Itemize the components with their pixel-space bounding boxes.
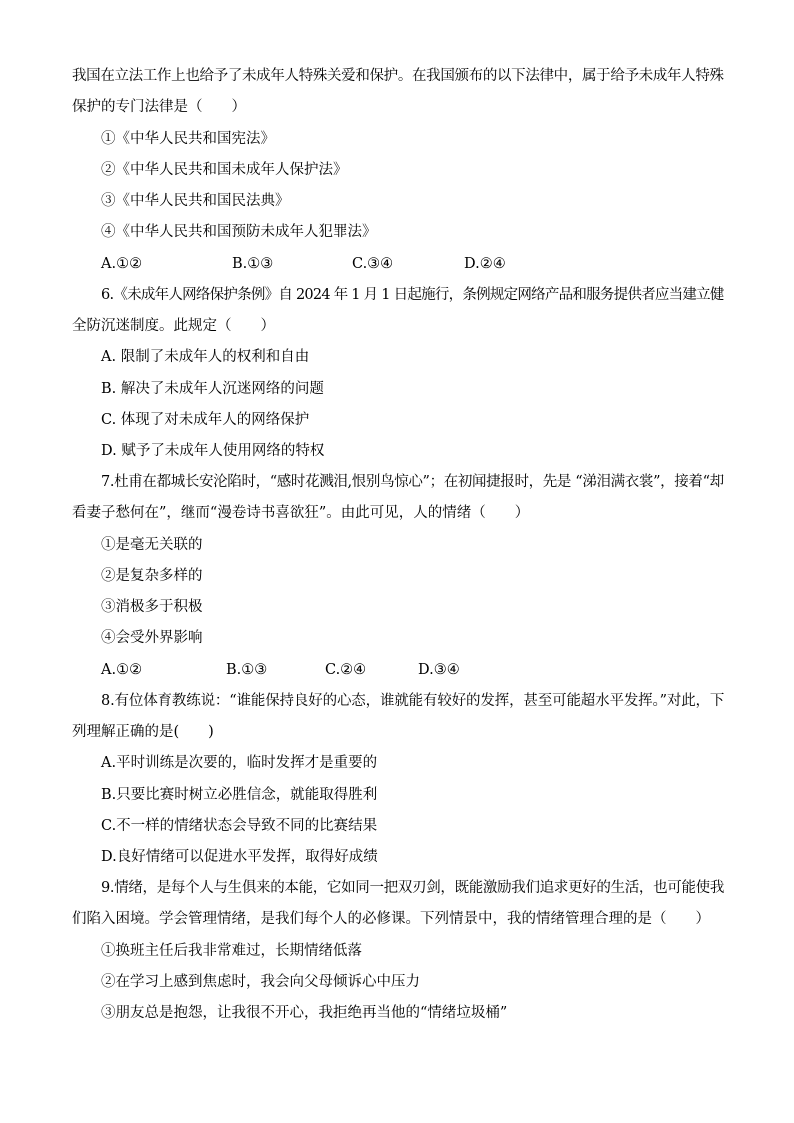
q7-stem-line2: 看妻子愁何在”，继而“漫卷诗书喜欲狂”。由此可见，人的情绪（ ） [72, 505, 530, 521]
q7-item-2: ②是复杂多样的 [101, 568, 203, 584]
q7-choice-a: A.①② [101, 662, 143, 678]
q7-choice-d: D.③④ [418, 662, 460, 678]
q8-stem-line2: 列理解正确的是( ) [72, 724, 214, 740]
q9-item-3: ③朋友总是抱怨，让我很不开心，我拒绝再当他的“情绪垃圾桶” [101, 1005, 508, 1021]
q7-stem-line1: 7.杜甫在都城长安沦陷时，“感时花溅泪,恨别鸟惊心”；在初闻捷报时，先是 “涕泪满衣裳”，接着“却 [101, 474, 724, 490]
q7-item-3: ③消极多于积极 [101, 599, 203, 615]
q5-item-2: ②《中华人民共和国未成年人保护法》 [101, 162, 348, 178]
q5-stem-line2: 保护的专门法律是（ ） [72, 99, 246, 115]
q8-option-d: D.良好情绪可以促进水平发挥，取得好成绩 [101, 849, 378, 865]
q6-stem-line1: 6.《未成年人网络保护条例》自 2024 年 1 月 1 日起施行，条例规定网络产品和服务提供者应当建立健 [101, 287, 724, 303]
q6-stem-line2: 全防沉迷制度。此规定（ ） [72, 318, 275, 334]
q6-option-a: A. 限制了未成年人的权利和自由 [101, 349, 310, 365]
q5-item-3: ③《中华人民共和国民法典》 [101, 193, 290, 209]
q8-option-c: C.不一样的情绪状态会导致不同的比赛结果 [101, 818, 378, 834]
q7-item-1: ①是毫无关联的 [101, 537, 203, 553]
q7-choice-b: B.①③ [226, 662, 268, 678]
q6-option-b: B. 解决了未成年人沉迷网络的问题 [101, 381, 324, 397]
q8-option-a: A.平时训练是次要的，临时发挥才是重要的 [101, 755, 378, 771]
q5-item-4: ④《中华人民共和国预防未成年人犯罪法》 [101, 224, 377, 240]
q5-choice-c: C.③④ [352, 256, 394, 272]
q9-stem-line2: 们陷入困境。学会管理情绪，是我们每个人的必修课。下列情景中，我的情绪管理合理的是（ ） [72, 911, 710, 927]
q5-choice-b: B.①③ [232, 256, 274, 272]
q9-item-1: ①换班主任后我非常难过，长期情绪低落 [101, 943, 362, 959]
q7-item-4: ④会受外界影响 [101, 630, 203, 646]
q8-stem-line1: 8.有位体育教练说：“谁能保持良好的心态，谁就能有较好的发挥，甚至可能超水平发挥。”对此，下 [101, 693, 725, 709]
q9-stem-line1: 9.情绪，是每个人与生俱来的本能，它如同一把双刃剑，既能激励我们追求更好的生活，也可能使我 [101, 880, 725, 896]
q6-option-c: C. 体现了对未成年人的网络保护 [101, 412, 310, 428]
q6-option-d: D. 赋予了未成年人使用网络的特权 [101, 443, 325, 459]
q5-choice-d: D.②④ [464, 256, 506, 272]
q7-choice-c: C.②④ [325, 662, 367, 678]
q5-item-1: ①《中华人民共和国宪法》 [101, 131, 275, 147]
q5-choice-a: A.①② [101, 256, 143, 272]
q9-item-2: ②在学习上感到焦虑时，我会向父母倾诉心中压力 [101, 974, 420, 990]
q8-option-b: B.只要比赛时树立必胜信念，就能取得胜利 [101, 787, 378, 803]
q5-stem-line1: 我国在立法工作上也给予了未成年人特殊关爱和保护。在我国颁布的以下法律中，属于给予未成年人特殊 [72, 68, 724, 84]
